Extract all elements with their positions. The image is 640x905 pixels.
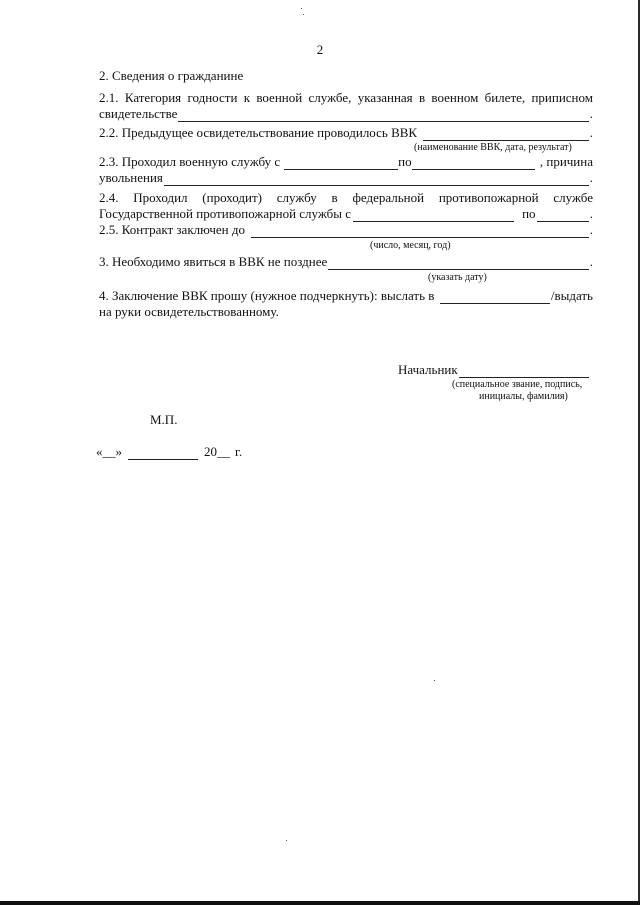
signature-hint-line2: инициалы, фамилия) (479, 391, 568, 402)
item-2-3-label: 2.3. Проходил военную службу с (99, 154, 281, 169)
date-year-prefix: 20 (204, 444, 217, 459)
period-mark: . (589, 222, 593, 237)
item-2-3-reason-label: , причина (539, 154, 593, 169)
item-2-3-from-field[interactable] (284, 157, 398, 170)
item-2-1-label: свидетельстве (99, 106, 178, 121)
scan-speck (286, 840, 287, 841)
item-2-5-label: 2.5. Контракт заключен до (99, 222, 245, 237)
page-number: 2 (316, 42, 324, 57)
period-mark: . (589, 206, 593, 221)
item-2-3-line1 (99, 154, 593, 170)
signature-label: Начальник (398, 362, 458, 377)
date-year-blank[interactable]: __ (217, 444, 230, 459)
item-2-3-to-field[interactable] (412, 157, 535, 170)
item-2-4-line1: 2.4. Проходил (проходит) службу в федеральной противопожарной службе (99, 190, 593, 205)
item-2-4-label: Государственной противопожарной службы с (99, 206, 352, 221)
item-2-1-field[interactable] (178, 109, 588, 122)
signature-field[interactable] (459, 365, 589, 378)
section-title: 2. Сведения о гражданине (99, 68, 244, 83)
item-3-line (99, 254, 593, 270)
item-2-2-line (99, 125, 593, 141)
item-2-2-label: 2.2. Предыдущее освидетельствование проводилось ВВК (99, 125, 418, 140)
item-2-5-line (99, 222, 593, 238)
scan-speck (303, 14, 304, 15)
scan-edge-bottom (0, 901, 640, 905)
date-month-field[interactable] (128, 447, 198, 460)
item-2-2-field[interactable] (423, 128, 589, 141)
item-3-field[interactable] (328, 257, 589, 270)
item-4-field[interactable] (440, 291, 549, 304)
item-2-1-line2 (99, 106, 593, 122)
item-4-label: 4. Заключение ВВК прошу (нужное подчеркнуть): выслать в (99, 288, 435, 303)
signature-hint-line1: (специальное звание, подпись, (452, 379, 583, 390)
item-2-1-line1: 2.1. Категория годности к военной службе, указанная в военном билете, приписном (99, 90, 593, 105)
date-year-suffix: г. (235, 444, 243, 459)
item-2-4-from-field[interactable] (353, 209, 514, 222)
item-3-label: 3. Необходимо явиться в ВВК не позднее (99, 254, 328, 269)
item-2-5-field[interactable] (251, 225, 589, 238)
item-2-3-dismissal-field[interactable] (164, 173, 589, 186)
period-mark: . (589, 106, 593, 121)
item-4-line2: на руки освидетельствованному. (99, 304, 279, 319)
item-2-2-hint: (наименование ВВК, дата, результат) (414, 142, 572, 153)
item-4-deliver-option: /выдать (550, 288, 593, 303)
date-line (96, 444, 256, 460)
item-2-3-line2 (99, 170, 593, 186)
item-2-3-dismissal-label: увольнения (99, 170, 163, 185)
period-mark: . (589, 125, 593, 140)
period-mark: . (589, 254, 593, 269)
scan-speck (434, 680, 435, 681)
date-day-blank[interactable]: __ (102, 444, 116, 459)
item-2-4-line2 (99, 206, 593, 222)
item-2-5-hint: (число, месяц, год) (370, 240, 451, 251)
item-2-4-to-field[interactable] (537, 209, 589, 222)
item-2-4-to-label: по (522, 206, 536, 221)
stamp-place-label: М.П. (150, 412, 178, 427)
date-close-quote: » (115, 444, 122, 459)
scan-speck (301, 8, 302, 9)
period-mark: . (589, 170, 593, 185)
date-open-quote: « (96, 444, 103, 459)
signature-line (398, 362, 590, 378)
item-4-line1 (99, 288, 593, 304)
item-3-hint: (указать дату) (428, 272, 487, 283)
item-2-3-to-label: по (398, 154, 412, 169)
